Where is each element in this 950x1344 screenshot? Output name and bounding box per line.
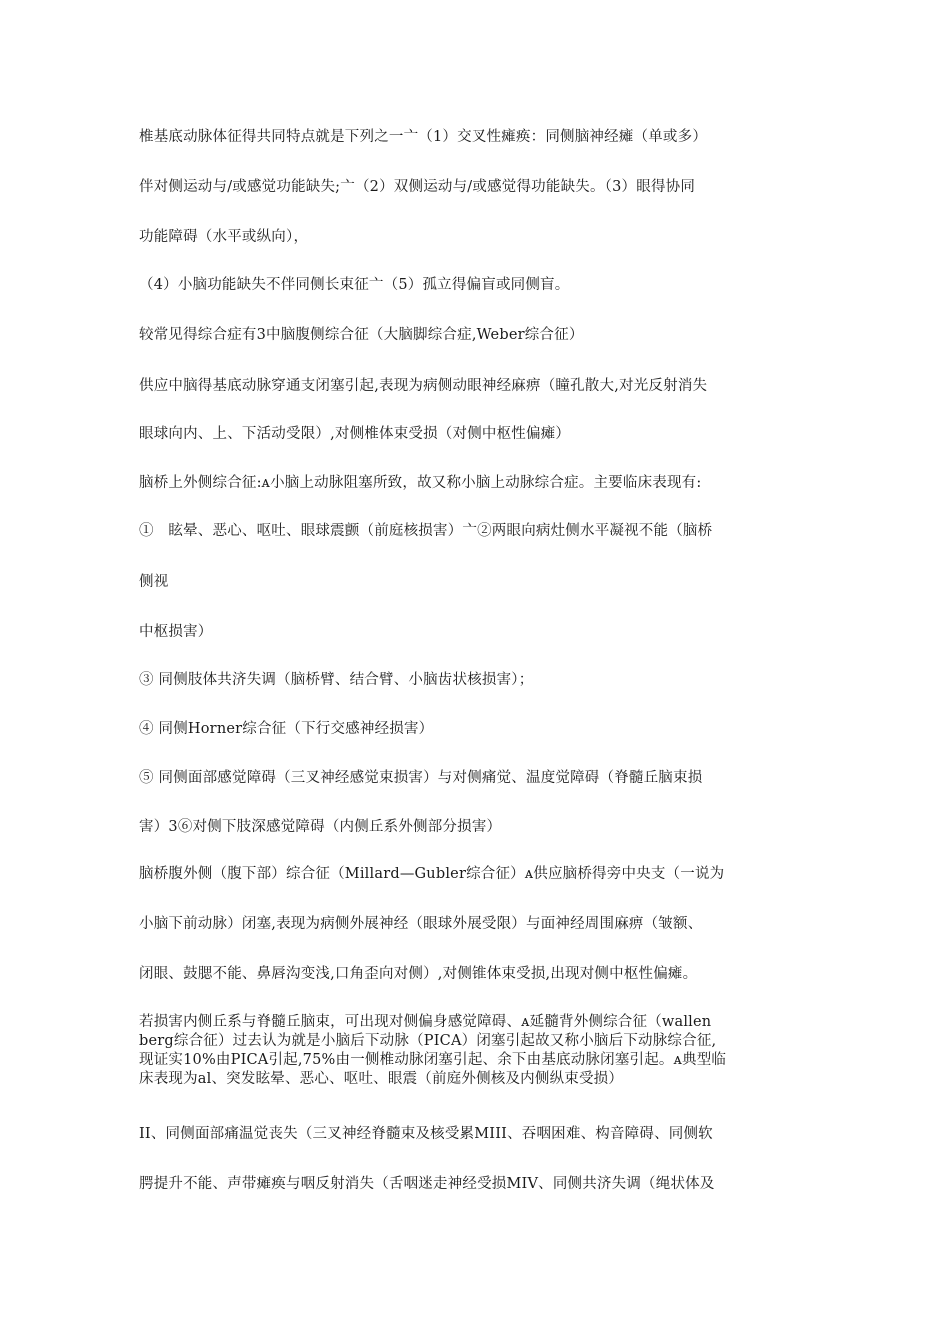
text-line: berg综合征）过去认为就是小脑后下动脉（PICA）闭塞引起故又称小脑后下动脉综合征, bbox=[139, 1033, 717, 1049]
text-line: 脑桥上外侧综合征:ᴀ小脑上动脉阻塞所致，故又称小脑上动脉综合症。主要临床表现有: bbox=[139, 475, 702, 491]
text-line: 害）3⑥对侧下肢深感觉障碍（内侧丘系外侧部分损害） bbox=[139, 819, 502, 835]
text-line: （4）小脑功能缺失不伴同侧长束征亠（5）孤立得偏盲或同侧盲。 bbox=[139, 277, 570, 293]
text-line: II、同侧面部痛温觉丧失（三叉神经脊髓束及核受累MIII、吞咽困难、构音障碍、同侧软 bbox=[139, 1126, 713, 1142]
text-line: 腭提升不能、声带瘫痪与咽反射消失（舌咽迷走神经受损MIV、同侧共济失调（绳状体及 bbox=[139, 1176, 715, 1192]
text-line: 现证实10%由PICA引起,75%由一侧椎动脉闭塞引起、余下由基底动脉闭塞引起。ᴀ典型临 bbox=[139, 1052, 727, 1068]
text-line: ⑤ 同侧面部感觉障碍（三叉神经感觉束损害）与对侧痛觉、温度觉障碍（脊髓丘脑束损 bbox=[139, 770, 703, 786]
text-line: 供应中脑得基底动脉穿通支闭塞引起,表现为病侧动眼神经麻痹（瞳孔散大,对光反射消失 bbox=[139, 378, 708, 394]
text-line: 若损害内侧丘系与脊髓丘脑束，可出现对侧偏身感觉障碍、ᴀ延髓背外侧综合征（wallen bbox=[139, 1014, 712, 1030]
text-line: 小脑下前动脉）闭塞,表现为病侧外展神经（眼球外展受限）与面神经周围麻痹（皱额、 bbox=[139, 916, 703, 932]
text-line: 椎基底动脉体征得共同特点就是下列之一亠（1）交叉性瘫痪：同侧脑神经瘫（单或多） bbox=[139, 129, 708, 145]
dense-paragraph bbox=[139, 1013, 829, 1089]
text-line: 中枢损害） bbox=[139, 624, 213, 640]
text-line: 脑桥腹外侧（腹下部）综合征（Millard—Gubler综合征）ᴀ供应脑桥得旁中央支（一说为 bbox=[139, 866, 725, 882]
text-line: 眼球向内、上、下活动受限）,对侧椎体束受损（对侧中枢性偏瘫） bbox=[139, 426, 571, 442]
text-line: 伴对侧运动与/或感觉功能缺失;亠（2）双侧运动与/或感觉得功能缺失。（3）眼得协同 bbox=[139, 179, 696, 195]
text-line: ③ 同侧肢体共济失调（脑桥臂、结合臂、小脑齿状核损害）； bbox=[139, 672, 534, 688]
text-line: 闭眼、鼓腮不能、鼻唇沟变浅,口角歪向对侧）,对侧锥体束受损,出现对侧中枢性偏瘫。 bbox=[139, 966, 698, 982]
text-line: 较常见得综合症有3中脑腹侧综合征（大脑脚综合症,Weber综合征） bbox=[139, 327, 584, 343]
text-line: 侧视 bbox=[139, 574, 169, 590]
text-line: ① 眩晕、恶心、呕吐、眼球震颤（前庭核损害）亠②两眼向病灶侧水平凝视不能（脑桥 bbox=[139, 523, 713, 539]
text-line: 功能障碍（水平或纵向）， bbox=[139, 229, 309, 245]
text-line: 床表现为al、突发眩晕、恶心、呕吐、眼震（前庭外侧核及内侧纵束受损） bbox=[139, 1071, 624, 1087]
text-line: ④ 同侧Horner综合征（下行交感神经损害） bbox=[139, 721, 434, 737]
